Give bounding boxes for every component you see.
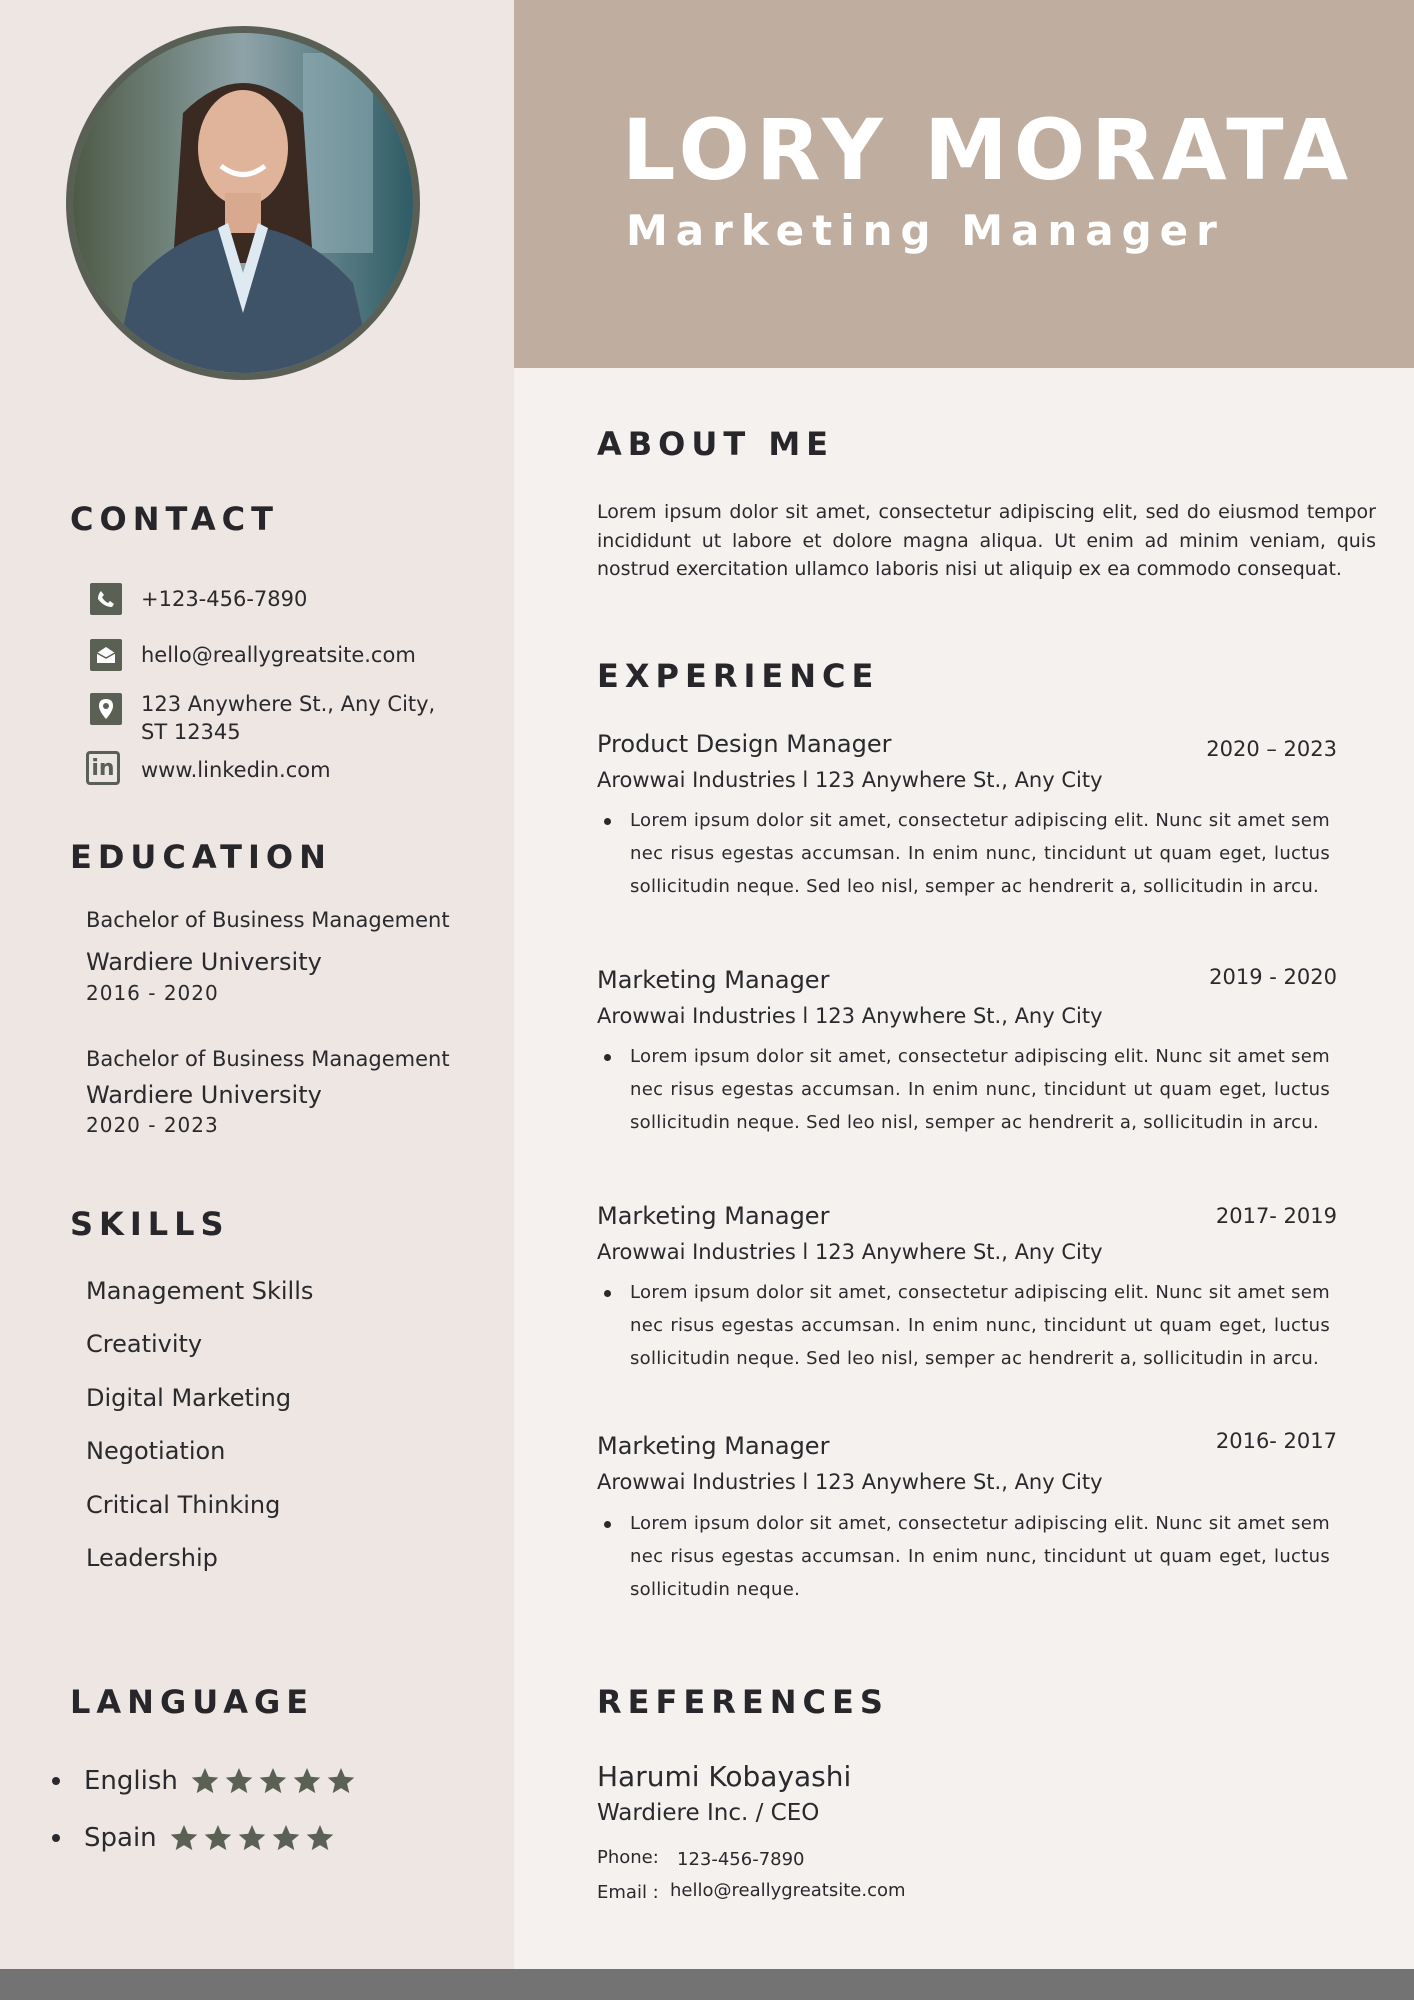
job-years: 2020 – 2023	[1206, 737, 1337, 761]
contact-heading: CONTACT	[70, 500, 279, 538]
job-years: 2019 - 2020	[1209, 965, 1337, 989]
job-description: Lorem ipsum dolor sit amet, consectetur adipiscing elit. Nunc sit amet sem nec risus egestas accumsan. In enim nunc, tincidunt ut quam eget, luctus sollicitudin neque. Sed leo nisl, semper ac hendrerit a, sollicitudin in arcu.	[630, 1046, 1330, 1133]
about-heading: ABOUT ME	[597, 425, 835, 463]
experience-heading: EXPERIENCE	[597, 657, 880, 695]
education-degree: Bachelor of Business Management	[86, 908, 450, 932]
contact-email[interactable]: hello@reallygreatsite.com	[141, 643, 416, 667]
language-item	[52, 1766, 356, 1796]
job-company: Arowwai Industries l 123 Anywhere St., Any City	[597, 768, 1103, 792]
contact-address-line1: 123 Anywhere St., Any City,	[141, 692, 436, 716]
profile-photo	[66, 26, 420, 380]
skill-item: Creativity	[86, 1330, 203, 1358]
skill-item: Negotiation	[86, 1437, 226, 1465]
about-text: Lorem ipsum dolor sit amet, consectetur adipiscing elit, sed do eiusmod tempor incididunt ut labore et dolore magna aliqua. Ut enim ad minim veniam, quis nostrud exercitation ullamco laboris nisi ut aliquip ex ea commodo consequat.	[597, 501, 1376, 580]
skill-item: Digital Marketing	[86, 1384, 292, 1412]
job-company: Arowwai Industries l 123 Anywhere St., Any City	[597, 1470, 1103, 1494]
phone-icon	[90, 583, 122, 615]
reference-email-label: Email :	[597, 1882, 659, 1903]
contact-phone[interactable]: +123-456-7890	[141, 587, 308, 611]
job-title: Product Design Manager	[597, 730, 892, 758]
job-years: 2017- 2019	[1215, 1204, 1337, 1228]
education-degree: Bachelor of Business Management	[86, 1047, 450, 1071]
candidate-role: Marketing Manager	[626, 206, 1225, 255]
star-icon	[169, 1823, 199, 1853]
language-item	[52, 1823, 335, 1853]
reference-phone-label: Phone:	[597, 1847, 659, 1868]
contact-address-line2: ST 12345	[141, 720, 241, 744]
bullet	[604, 1054, 611, 1061]
star-icon	[224, 1766, 254, 1796]
star-icon	[190, 1766, 220, 1796]
reference-name: Harumi Kobayashi	[597, 1760, 852, 1793]
education-years: 2020 - 2023	[86, 1113, 219, 1137]
reference-phone[interactable]: 123-456-7890	[677, 1849, 805, 1870]
job-years: 2016- 2017	[1215, 1429, 1337, 1453]
linkedin-icon: in	[86, 751, 120, 785]
job-description: Lorem ipsum dolor sit amet, consectetur adipiscing elit. Nunc sit amet sem nec risus egestas accumsan. In enim nunc, tincidunt ut quam eget, luctus sollicitudin neque. Sed leo nisl, semper ac hendrerit a, sollicitudin in arcu.	[630, 1282, 1330, 1369]
rating-stars	[169, 1823, 335, 1853]
skill-item: Leadership	[86, 1544, 218, 1572]
main-content	[514, 368, 1414, 1969]
star-icon	[305, 1823, 335, 1853]
reference-email[interactable]: hello@reallygreatsite.com	[670, 1880, 906, 1901]
language-name: Spain	[84, 1823, 157, 1853]
footer-bar	[0, 1969, 1414, 2000]
bullet	[604, 1521, 611, 1528]
references-heading: REFERENCES	[597, 1683, 889, 1721]
star-icon	[237, 1823, 267, 1853]
skill-item: Management Skills	[86, 1277, 314, 1305]
contact-linkedin[interactable]: www.linkedin.com	[141, 758, 331, 782]
language-heading: LANGUAGE	[70, 1683, 315, 1721]
bullet	[604, 1290, 611, 1297]
education-school: Wardiere University	[86, 1081, 322, 1109]
job-title: Marketing Manager	[597, 1432, 830, 1460]
star-icon	[326, 1766, 356, 1796]
job-description: Lorem ipsum dolor sit amet, consectetur adipiscing elit. Nunc sit amet sem nec risus egestas accumsan. In enim nunc, tincidunt ut quam eget, luctus sollicitudin neque. Sed leo nisl, semper ac hendrerit a, sollicitudin in arcu.	[630, 810, 1330, 897]
job-description: Lorem ipsum dolor sit amet, consectetur adipiscing elit. Nunc sit amet sem nec risus egestas accumsan. In enim nunc, tincidunt ut quam eget, luctus sollicitudin neque.	[630, 1513, 1330, 1600]
job-title: Marketing Manager	[597, 966, 830, 994]
bullet	[604, 818, 611, 825]
education-heading: EDUCATION	[70, 838, 332, 876]
star-icon	[271, 1823, 301, 1853]
rating-stars	[190, 1766, 356, 1796]
language-name: English	[84, 1766, 178, 1796]
education-school: Wardiere University	[86, 948, 322, 976]
bullet	[52, 1834, 60, 1842]
bullet	[52, 1777, 60, 1785]
location-icon	[90, 693, 122, 725]
star-icon	[292, 1766, 322, 1796]
job-company: Arowwai Industries l 123 Anywhere St., Any City	[597, 1240, 1103, 1264]
skill-item: Critical Thinking	[86, 1491, 281, 1519]
email-icon	[90, 639, 122, 671]
job-company: Arowwai Industries l 123 Anywhere St., Any City	[597, 1004, 1103, 1028]
reference-company: Wardiere Inc. / CEO	[597, 1800, 820, 1826]
star-icon	[258, 1766, 288, 1796]
job-title: Marketing Manager	[597, 1202, 830, 1230]
candidate-name: LORY MORATA	[622, 101, 1355, 199]
education-years: 2016 - 2020	[86, 981, 219, 1005]
skills-heading: SKILLS	[70, 1205, 230, 1243]
star-icon	[203, 1823, 233, 1853]
